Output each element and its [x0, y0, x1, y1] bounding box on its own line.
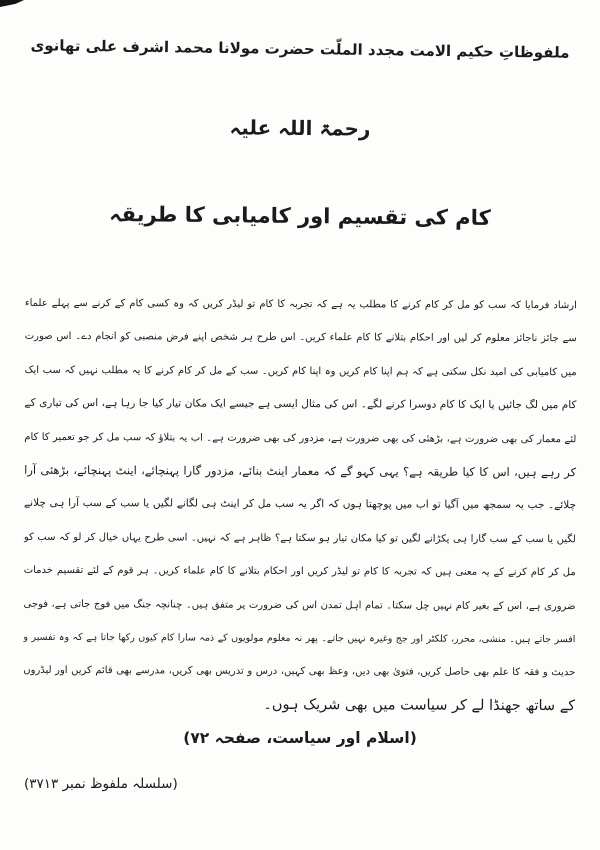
citation-reference: (اسلام اور سیاست، صفحہ ۷۲) [183, 729, 417, 747]
body-line: چلائے۔ جب یہ سمجھ میں آگیا تو اب میں پوچھتا ہوں کہ اگر یہ سب مل کر اینٹ ہی لگانے لگیں یا سب کے سب آرا ہی چلانے [23, 497, 577, 512]
body-line: افسر جاتے ہیں۔ منشی، محرر، کلکٹر اور جج وغیرہ نہیں جاتے۔ پھر نہ معلوم مولویوں کے ذمہ سارا کام کیوں رکھا جاتا ہے کہ وہ تفسیر و [23, 631, 576, 646]
body-line: ضروری ہے، اس کے بغیر کام نہیں چل سکتا۔ تمام اہل تمدن اس کی ضرورت پر متفق ہیں۔ چنانچہ جنگ میں فوج جاتی ہے، فوجی [23, 598, 576, 612]
body-line: ارشاد فرمایا کہ سب کو مل کر کام کرنے کا مطلب یہ ہے کہ تجربہ کا کام تو لیڈر کریں کہ وہ کسی کام کے کرنے سے پہلے علماء [24, 297, 577, 312]
series-number-note: (سلسلہ ملفوظ نمبر ۳۷۱۳) [24, 776, 178, 792]
body-line: لگیں یا سب کے سب گارا ہی پکڑانے لگیں تو کیا مکان تیار ہو سکتا ہے؟ ظاہر ہے کہ نہیں۔ اسی طرح یہاں خیال کر لو کہ سب کو [23, 531, 576, 545]
body-line: حدیث و فقہ کا علم بھی حاصل کریں، فتویٰ بھی دیں، وعظ بھی کہیں، درس و تدریس بھی کریں، مدرسے بھی قائم کریں اور لیڈروں [23, 665, 576, 679]
body-line: سے جائز ناجائز معلوم کر لیں اور احکام بتلانے کا کام علماء کریں۔ اس طرح ہر شخص اپنے فرض منصبی کو انجام دے۔ اس صورت [24, 331, 577, 345]
body-line-last: کے ساتھ جھنڈا لے کر سیاست میں بھی شریک ہوں۔ [263, 696, 576, 714]
body-paragraph [23, 287, 577, 723]
honorific-line: رحمۃ اللہ علیہ [229, 115, 371, 141]
document-title: ملفوظاتِ حکیم الامت مجدد الملّت حضرت مولانا محمد اشرف علی تھانوی [30, 36, 570, 62]
body-line: میں کامیابی کی امید نکل سکتی ہے کہ ہم اپنا کام کریں وہ اپنا کام کریں۔ سب کے مل کر کام کرنے کا یہ مطلب نہیں کہ سب ایک [24, 364, 577, 378]
body-line: کام میں لگ جائیں یا ایک کا کام دوسرا کرنے لگے۔ اس کی مثال ایسی ہے جیسے ایک مکان تیار کیا جا رہا ہے، اس کی تیاری کے [24, 396, 577, 412]
body-line: لئے معمار کی بھی ضرورت ہے، بڑھئی کی بھی ضرورت ہے، مزدور کی بھی ضرورت ہے۔ اب یہ بتلاؤ کہ سب مل کر جو تعمیر کا کام [24, 431, 577, 445]
scan-corner-artifact [0, 0, 24, 7]
section-heading: کام کی تقسیم اور کامیابی کا طریقہ [109, 202, 491, 230]
body-line: مل کر کام کرنے کے یہ معنی ہیں کہ تجربہ کا کام تو لیڈر کریں اور احکام بتلانے کا کام علماء کریں۔ ہر قوم کے لئے تقسیم خدمات [23, 564, 576, 579]
body-line: کر رہے ہیں، اس کا کیا طریقہ ہے؟ یہی کہو گے کہ معمار اینٹ بنائے، مزدور گارا پہنچائے، اینٹ پہنچائے، بڑھئی آرا [24, 462, 577, 480]
